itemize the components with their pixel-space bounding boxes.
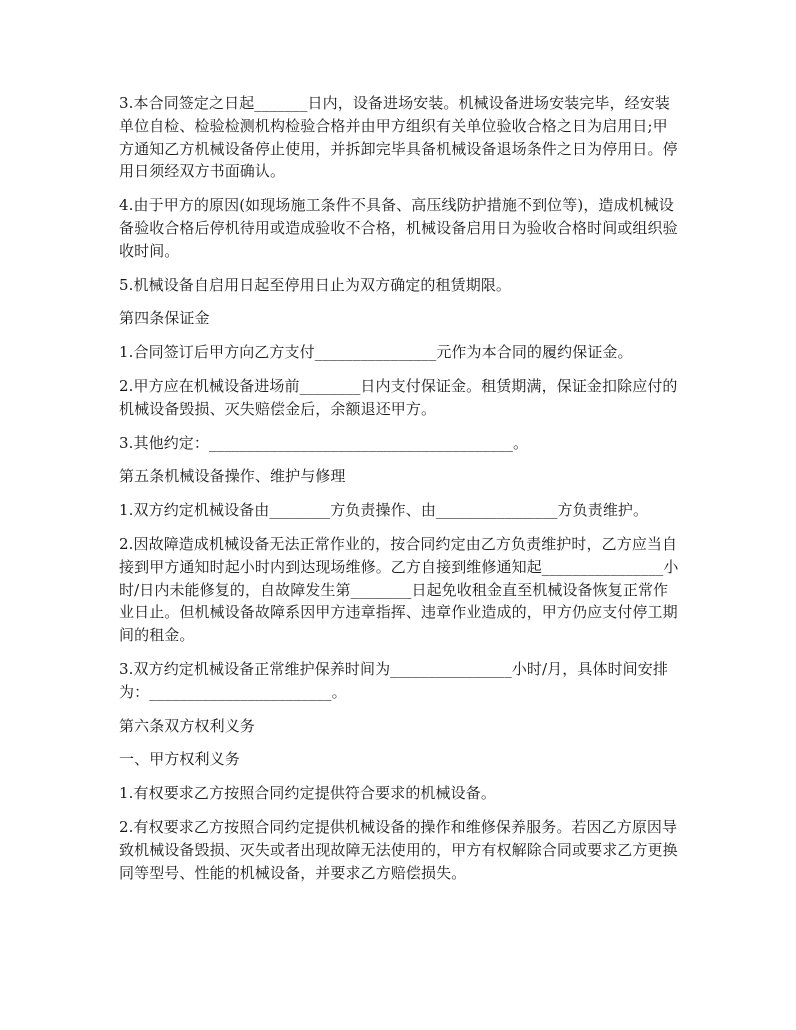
paragraph-3-install-date: 3.本合同签定之日起_______日内，设备进场安装。机械设备进场安装完毕，经安装单位自检、检验检测机构检验合格并由甲方组织有关单位验收合格之日为启用日;甲方通知乙方机械设备停止使用，并拆卸完毕具备机械设备退场条件之日为停用日。停用日须经双方书面确认。 [119, 94, 678, 181]
document-body [119, 92, 679, 895]
paragraph-operation-2: 2.因故障造成机械设备无法正常作业的，按合同约定由乙方负责维护时，乙方应当自接到甲方通知时起小时内到达现场维修。乙方自接到维修通知起________________小时/日内未能修复的，自故障发生第________日起免收租金直至机械设备恢复正常作业日止。但机械设备故障系因甲方违章指挥、违章作业造成的，甲方仍应支付停工期间的租金。 [119, 534, 679, 645]
paragraph-rights-1: 1.有权要求乙方按照合同约定提供符合要求的机械设备。 [119, 784, 496, 803]
paragraph-operation-3: 3.双方约定机械设备正常维护保养时间为________________小时/月，具体时间安排为：________________________。 [119, 659, 668, 701]
paragraph-operation-1: 1.双方约定机械设备由________方负责操作、由________________方负责维护。 [119, 501, 649, 520]
section-heading-rights: 第六条双方权利义务 [119, 716, 255, 735]
paragraph-deposit-2: 2.甲方应在机械设备进场前________日内支付保证金。租赁期满，保证金扣除应付的机械设备毁损、灭失赔偿金后，余额退还甲方。 [119, 376, 678, 418]
paragraph-5-lease-term: 5.机械设备自启用日起至停用日止为双方确定的租赁期限。 [119, 275, 512, 294]
paragraph-4-acceptance: 4.由于甲方的原因(如现场施工条件不具备、高压线防护措施不到位等)，造成机械设备验收合格后停机待用或造成验收不合格，机械设备启用日为验收合格时间或组织验收时间。 [119, 196, 678, 260]
paragraph-deposit-1: 1.合同签订后甲方向乙方支付________________元作为本合同的履约保证金。 [119, 343, 633, 362]
paragraph-deposit-3: 3.其他约定：________________________________________。 [119, 433, 529, 452]
subsection-heading-party-a: 一、甲方权利义务 [119, 750, 240, 769]
paragraph-rights-2: 2.有权要求乙方按照合同约定提供机械设备的操作和维修保养服务。若因乙方原因导致机械设备毁损、灭失或者出现故障无法使用的，甲方有权解除合同或要求乙方更换同等型号、性能的机械设备，并要求乙方赔偿损失。 [119, 817, 678, 882]
section-heading-operation: 第五条机械设备操作、维护与修理 [119, 467, 346, 486]
section-heading-deposit: 第四条保证金 [119, 309, 210, 328]
